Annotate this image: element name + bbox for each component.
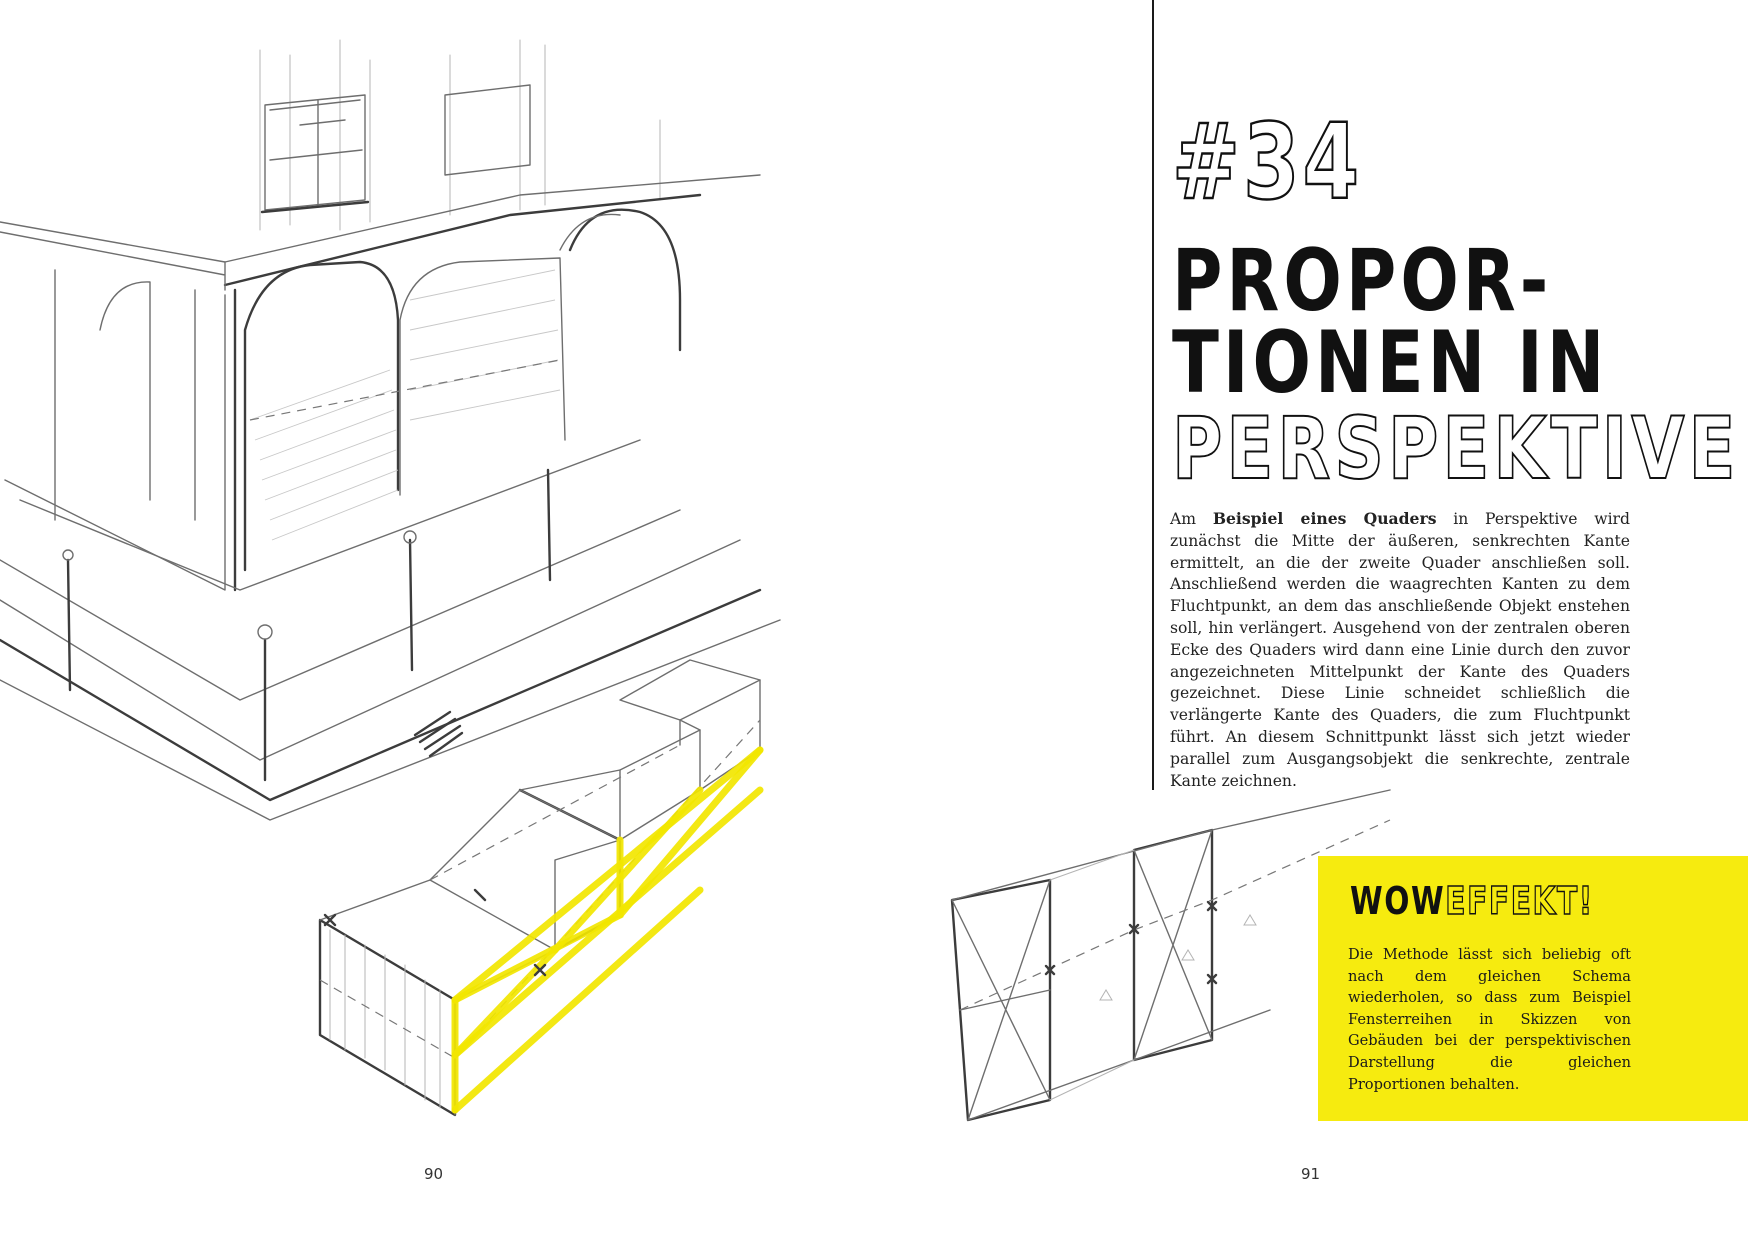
title-line-3: PERSPEKTIVE [1172,399,1740,499]
title-line-1: PROPOR- [1172,231,1553,331]
wow-title-solid: WOW [1350,879,1446,923]
page-number-left: 90 [424,1165,444,1183]
page-number-right: 91 [1301,1165,1321,1183]
body-rest: in Perspektive wird zunächst die Mitte der äußeren, senkrechten Kante ermittelt, an die der zweite Quader anschließen soll. Anschließend werden die waagrechten Kanten zu dem Fluchtpunkt, an dem das anschließende Objekt enstehen soll, hin verlängert. Ausgehend von der zentralen oberen Ecke des Quaders wird dann eine Linie durch den zuvor angezeichneten Mittelpunkt der Kante des Quaders gezeichnet. Diese Linie schneidet schließlich die verlängerte Kante des Quaders, die zum Fluchtpunkt führt. An diesem Schnittpunkt lässt sich jetzt wieder parallel zum Ausgangsobjekt die senkrechte, zentrale Kante zeichnen. [1170,510,1630,790]
chapter-number: #34 [1172,101,1363,223]
wow-title-outline: EFFEKT! [1445,879,1594,923]
body-text [1170,508,1630,792]
page-divider [1152,0,1154,790]
wow-effect-box [1318,856,1748,1121]
body-bold-term: Beispiel eines Quaders [1212,509,1437,528]
wow-box-title [1350,879,1594,923]
title-line-2: TIONEN IN [1172,313,1609,413]
body-lead: Am [1170,510,1213,528]
wow-box-text: Die Methode lässt sich beliebig oft nach dem gleichen Schema wiederholen, so dass zum Beispiel Fensterreihen in Skizzen von Gebäuden bei der perspektivischen Darstellung die gleichen Proportionen behalten. [1348,946,1631,1093]
